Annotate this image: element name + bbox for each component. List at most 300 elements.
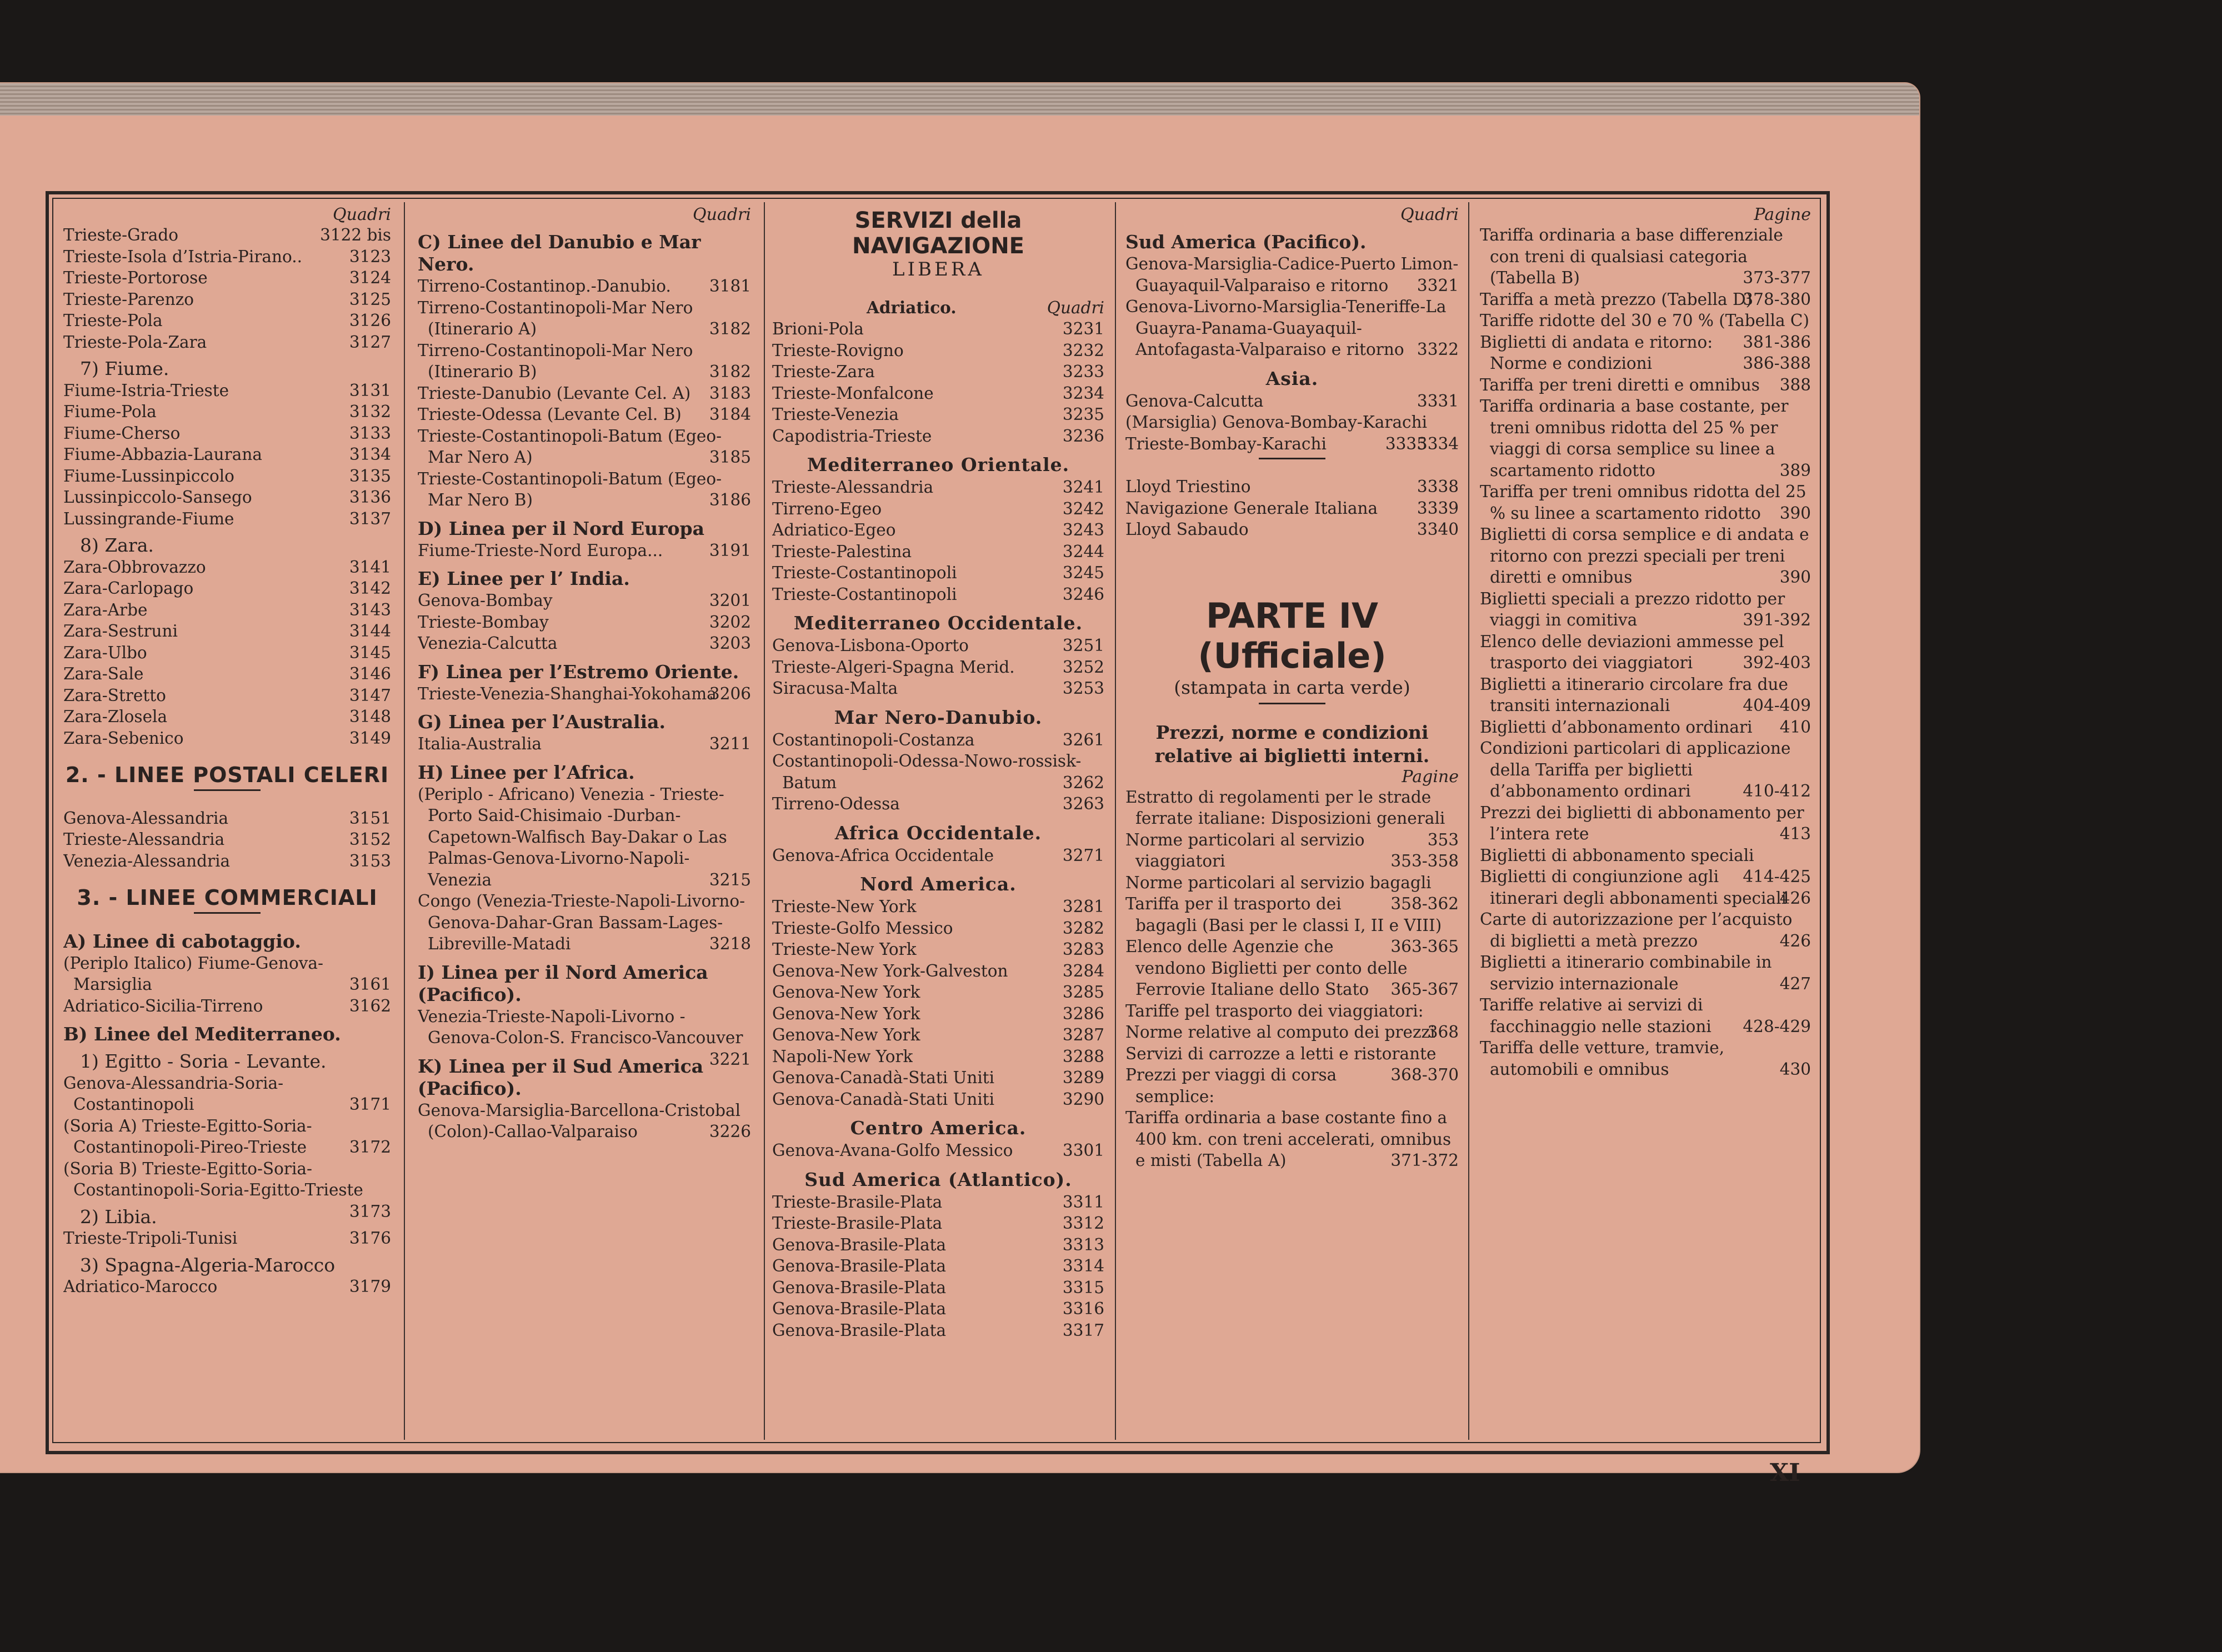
group-title: Nord America. (860, 873, 1017, 895)
group-title: Sud America (Pacifico). (1125, 231, 1367, 253)
list-item (772, 477, 1104, 498)
list-item (63, 728, 391, 749)
entry-number: 3246 (1062, 584, 1104, 604)
entry-label: Genova-Canadà-Stati Uniti (772, 1068, 995, 1087)
column-header: Quadri (333, 206, 391, 224)
list-item (772, 584, 1104, 605)
entry-number: 3151 (349, 808, 391, 828)
list-item (1480, 524, 1811, 588)
entry-label: Trieste-Algeri-Spagna Merid. (772, 657, 1015, 677)
entry-label: Biglietti di congiunzione agli itinerari degli abbonamenti speciali (1480, 867, 1786, 908)
entry-number: 414-425 (1743, 867, 1811, 886)
entry-label: Carte di autorizzazione per l’acquisto di biglietti a metà prezzo (1480, 910, 1793, 950)
list-item (1125, 433, 1427, 455)
list-item (63, 642, 391, 664)
entry-label: Biglietti a itinerario circolare fra due transiti internazionali (1480, 674, 1788, 715)
entry-number: 3152 (349, 830, 391, 849)
entry-label: Genova-Brasile-Plata (772, 1256, 947, 1275)
list-item (772, 541, 1104, 563)
entry-label: Trieste-Grado (63, 226, 178, 244)
list-item (772, 750, 1104, 793)
entry-number: 3122 bis (320, 226, 391, 244)
column-rule (404, 202, 405, 1440)
list-item (772, 383, 1104, 404)
list-item (63, 808, 391, 829)
group-header-row (772, 297, 1104, 319)
entry-number: 3127 (349, 332, 391, 352)
entry-number: 426 (1779, 931, 1811, 950)
entry-label: Fiume-Pola (63, 402, 157, 421)
entry-number: 3131 (349, 381, 391, 400)
entry-number: 3281 (1062, 897, 1104, 916)
entry-number: 3314 (1062, 1256, 1104, 1275)
entry-label: Trieste-Brasile-Plata (772, 1192, 943, 1212)
entry-number: 3124 (349, 268, 391, 287)
entry-number: 3316 (1062, 1299, 1104, 1318)
column-header: Pagine (1754, 206, 1811, 224)
column-3 (772, 206, 1104, 1439)
entry-number: 3312 (1062, 1214, 1104, 1233)
entry-label: Navigazione Generale Italiana (1125, 498, 1378, 518)
list-item (63, 1276, 391, 1298)
entry-number: 365-367 (1390, 980, 1459, 999)
group-title: A) Linee di cabotaggio. (63, 930, 301, 952)
entry-number: 3235 (1062, 405, 1104, 424)
entry-label: Prezzi per viaggi di corsa semplice: (1125, 1065, 1337, 1106)
list-item (63, 465, 391, 487)
group-title: E) Linee per l’ India. (418, 568, 630, 589)
subsection-title: 8) Zara. (80, 534, 154, 556)
entry-number: 3184 (709, 405, 751, 424)
list-item (772, 318, 1104, 340)
entry-label: Genova-Calcutta (1125, 391, 1264, 411)
list-item (1480, 289, 1811, 311)
entry-number: 353 (1427, 830, 1459, 849)
list-item (1125, 829, 1459, 872)
list-item (418, 1100, 751, 1143)
entry-label: Genova-Brasile-Plata (772, 1299, 947, 1318)
entry-number: 391-392 (1743, 610, 1811, 629)
entry-label: Tirreno-Egeo (772, 499, 882, 518)
entry-label: Genova-Bombay (418, 591, 553, 610)
list-item (1480, 1037, 1811, 1080)
entry-label: Biglietti a itinerario combinabile in servizio internazionale (1480, 953, 1772, 993)
entry-label: Condizioni particolari di applicazione della Tariffa per biglietti d’abbonamento ordinari (1480, 739, 1791, 800)
entry-label: Tariffa per treni diretti e omnibus (1480, 375, 1760, 394)
entry-label: Trieste-Monfalcone (772, 383, 934, 403)
group-title: Adriatico. (867, 297, 957, 317)
entry-number: 3132 (349, 402, 391, 421)
entry-label: Trieste-Bombay-Karachi (1125, 434, 1327, 453)
entry-number: 3236 (1062, 426, 1104, 445)
entry-number: 3253 (1062, 679, 1104, 698)
entry-label: Trieste-Isola d’Istria-Pirano.. (63, 247, 303, 266)
entry-label: Trieste-Costantinopoli (772, 584, 957, 604)
list-item (1480, 717, 1811, 738)
list-item (1480, 588, 1811, 631)
list-item (1480, 738, 1811, 802)
entry-label: Tariffe ridotte del 30 e 70 % (Tabella C) (1480, 311, 1809, 330)
entry-label: Norme particolari al servizio bagagli (1125, 873, 1432, 892)
entry-label: Tirreno-Costantinop.-Danubio. (418, 277, 671, 296)
entry-number: 3286 (1062, 1004, 1104, 1023)
entry-label: Trieste-Palestina (772, 542, 912, 561)
entry-label: Trieste-New York (772, 897, 917, 916)
entry-label: Zara-Ulbo (63, 643, 147, 662)
entry-number: 368-370 (1390, 1065, 1459, 1084)
entry-number: 3161 (349, 975, 391, 994)
entry-number: 404-409 (1743, 696, 1811, 715)
entry-label: Trieste-Costantinopoli-Batum (Egeo-Mar Nero A) (418, 426, 722, 467)
entry-label: Trieste-Parenzo (63, 289, 194, 309)
entry-label: Genova-Brasile-Plata (772, 1320, 947, 1340)
entry-label: (Marsiglia) Genova-Bombay-Karachi (1125, 413, 1427, 432)
list-item (772, 1003, 1104, 1025)
list-item (418, 890, 751, 955)
entry-label: Tirreno-Costantinopoli-Mar Nero (Itinerario B) (418, 341, 693, 381)
list-item (63, 380, 391, 402)
entry-number: 3271 (1062, 845, 1104, 865)
list-item (1480, 374, 1811, 396)
entry-label: Trieste-Portorose (63, 268, 208, 287)
entry-number: 426 (1779, 888, 1811, 908)
list-item (63, 289, 391, 311)
list-item (1480, 994, 1811, 1037)
entry-number: 3179 (349, 1277, 391, 1296)
entry-label: Estratto di regolamenti per le strade ferrate italiane: Disposizioni generali (1125, 787, 1445, 828)
entry-number: 410-412 (1743, 782, 1811, 800)
list-item (1125, 1043, 1459, 1084)
entry-label: Genova-Alessandria-Soria-Costantinopoli (63, 1073, 284, 1114)
list-item (418, 425, 751, 468)
list-item (772, 404, 1104, 425)
entry-label: (Soria A) Trieste-Egitto-Soria-Costantinopoli-Pireo-Trieste (63, 1116, 312, 1157)
list-item (772, 1140, 1104, 1162)
list-item (63, 224, 391, 246)
entry-number: 3137 (349, 509, 391, 528)
entry-number: 371-372 (1390, 1151, 1459, 1170)
list-item (772, 657, 1104, 678)
entry-label: Biglietti di corsa semplice e di andata e ritorno con prezzi speciali per treni diretti e omnibus (1480, 525, 1809, 587)
section-title: 2. - LINEE POSTALI CELERI (65, 763, 389, 787)
list-item (418, 784, 751, 891)
entry-number: 3301 (1062, 1141, 1104, 1160)
entry-number: 3244 (1062, 542, 1104, 561)
entry-label: Lloyd Sabaudo (1125, 520, 1249, 539)
entry-label: Biglietti di andata e ritorno: Norme e condizioni (1480, 332, 1713, 373)
entry-number: 3231 (1062, 319, 1104, 338)
entry-label: Siracusa-Malta (772, 679, 898, 698)
list-item (63, 267, 391, 289)
group-title: K) Linea per il Sud America (Pacifico). (418, 1055, 704, 1099)
entry-number: 3233 (1062, 362, 1104, 381)
entry-number: 3141 (349, 557, 391, 577)
entry-label: Genova-Livorno-Marsiglia-Teneriffe-La Guayra-Panama-Guayaquil-Antofagasta-Valparaiso e ritorno (1125, 297, 1447, 359)
entry-number: 3261 (1062, 730, 1104, 749)
list-item (418, 683, 751, 705)
entry-label: Genova-Alessandria (63, 808, 229, 828)
entry-number: 3251 (1062, 636, 1104, 655)
list-item (772, 793, 1104, 815)
entry-label: Prezzi dei biglietti di abbonamento per l’intera rete (1480, 803, 1804, 843)
section-subtitle: LIBERA (892, 258, 984, 281)
entry-number: 3173 (349, 1202, 391, 1221)
entry-number: 3290 (1062, 1089, 1104, 1109)
list-item (772, 1234, 1104, 1256)
list-item (63, 685, 391, 707)
entry-label: Trieste-Zara (772, 362, 875, 381)
entry-label: Lussingrande-Fiume (63, 509, 234, 528)
entry-number: 3232 (1062, 341, 1104, 360)
list-item (1480, 631, 1811, 674)
entry-label: Genova-Marsiglia-Barcellona-Cristobal (Colon)-Callao-Valparaiso (418, 1100, 741, 1141)
entry-label: Trieste-Venezia (772, 405, 899, 424)
entry-label: Genova-Marsiglia-Cadice-Puerto Limon-Guayaquil-Valparaiso e ritorno (1125, 254, 1459, 295)
entry-label: Norme particolari al servizio viaggiatori (1125, 830, 1365, 870)
entry-number: 3206 (709, 684, 751, 703)
entry-label: Genova-Africa Occidentale (772, 845, 994, 865)
entry-number: 3241 (1062, 478, 1104, 497)
column-header: Pagine (1402, 767, 1459, 787)
list-item (1125, 296, 1459, 361)
entry-number: 3340 (1417, 520, 1459, 539)
entry-label: Genova-New York-Galveston (772, 961, 1008, 980)
entry-label: Tariffe relative ai servizi di facchinaggio nelle stazioni (1480, 995, 1711, 1036)
subsection-title: 7) Fiume. (80, 358, 169, 379)
list-item (1125, 1000, 1459, 1022)
list-item (418, 1006, 751, 1069)
list-item (63, 310, 391, 332)
entry-label: Trieste-Golfo Messico (772, 918, 953, 938)
column-1 (63, 206, 391, 1439)
entry-number: 3133 (349, 423, 391, 443)
list-item (772, 918, 1104, 939)
entry-number: 368 (1427, 1023, 1459, 1042)
list-item (772, 1024, 1104, 1046)
section-title: 3. - LINEE COMMERCIALI (77, 885, 378, 910)
list-item (63, 332, 391, 353)
list-item (1480, 845, 1811, 886)
entry-label: Tirreno-Costantinopoli-Mar Nero (Itinerario A) (418, 298, 693, 338)
list-item (1125, 498, 1459, 519)
entry-number: 413 (1779, 824, 1811, 843)
entry-label: Napoli-New York (772, 1047, 913, 1066)
subsection-title: 2) Libia. (80, 1205, 157, 1228)
group-title: D) Linea per il Nord Europa (418, 517, 704, 539)
list-item (772, 729, 1104, 751)
list-item (1480, 802, 1811, 845)
entry-number: 3243 (1062, 520, 1104, 539)
list-item (418, 340, 751, 383)
group-title: Sud America (Atlantico). (804, 1168, 1072, 1190)
group-title: I) Linea per il Nord America (Pacifico). (418, 961, 708, 1005)
entry-label: Venezia-Calcutta (418, 634, 558, 653)
entry-label: Zara-Zlosela (63, 707, 168, 726)
list-item (418, 612, 751, 633)
entry-number: 3317 (1062, 1320, 1104, 1340)
list-item (1125, 253, 1459, 296)
list-item (772, 896, 1104, 918)
entry-label: Italia-Australia (418, 734, 542, 753)
entry-number: 3202 (709, 612, 751, 632)
group-title: H) Linee per l’Africa. (418, 761, 635, 783)
entry-label: Fiume-Lussinpiccolo (63, 466, 234, 485)
entry-number: 3162 (349, 996, 391, 1015)
entry-number: 430 (1779, 1059, 1811, 1079)
entry-label: Trieste-Odessa (Levante Cel. B) (418, 405, 682, 424)
list-item (1125, 476, 1459, 498)
entry-label: Zara-Obbrovazzo (63, 557, 206, 577)
entry-number: 3339 (1417, 498, 1459, 518)
entry-label: (Periplo Italico) Fiume-Genova-Marsiglia (63, 953, 323, 994)
list-item (63, 423, 391, 444)
entry-label: Tariffe pel trasporto dei viaggiatori: (1125, 1001, 1424, 1020)
group-title: Asia. (1265, 367, 1319, 389)
entry-label: Genova-New York (772, 1025, 920, 1044)
entry-number: 3181 (709, 277, 751, 296)
list-item (418, 590, 751, 612)
entry-label: Trieste-Bombay (418, 612, 549, 632)
entry-number: 3186 (709, 490, 751, 509)
list-item (772, 1255, 1104, 1277)
entry-label: Lloyd Triestino (1125, 477, 1251, 496)
entry-label: Brioni-Pola (772, 319, 864, 338)
list-item (63, 850, 391, 872)
group-title: Mediterraneo Orientale. (807, 454, 1070, 475)
entry-number: 3185 (709, 448, 751, 467)
entry-number: 3335 (1385, 434, 1427, 453)
entry-number: 3288 (1062, 1047, 1104, 1066)
entry-label: Servizi di carrozze a letti e ristorante (1125, 1044, 1437, 1063)
list-item (772, 340, 1104, 362)
list-item (772, 1089, 1104, 1110)
entry-number: 3245 (1062, 563, 1104, 582)
entry-label: Genova-Brasile-Plata (772, 1278, 947, 1297)
list-item (772, 678, 1104, 699)
entry-label: Genova-Canadà-Stati Uniti (772, 1089, 995, 1109)
list-item (772, 562, 1104, 584)
column-4 (1125, 206, 1459, 1439)
entry-number: 3338 (1417, 477, 1459, 496)
list-item (772, 498, 1104, 520)
entry-number: 390 (1779, 568, 1811, 587)
entry-label: Zara-Sebenico (63, 728, 184, 748)
column-5 (1480, 206, 1811, 1439)
list-item (63, 829, 391, 850)
entry-number: 3284 (1062, 961, 1104, 980)
entry-number: 3153 (349, 851, 391, 870)
list-item (63, 953, 391, 995)
list-item (772, 361, 1104, 383)
list-item (1125, 787, 1459, 849)
entry-label: Trieste-Rovigno (772, 341, 904, 360)
list-item (63, 487, 391, 508)
part-title: PARTE IV (Ufficiale) (1198, 595, 1387, 676)
list-item (1480, 396, 1811, 481)
list-item (772, 1192, 1104, 1213)
entry-label: Trieste-Tripoli-Tunisi (63, 1229, 238, 1248)
entry-number: 3315 (1062, 1278, 1104, 1297)
entry-number: 389 (1779, 460, 1811, 480)
list-item (418, 276, 751, 297)
entry-number: 3176 (349, 1229, 391, 1248)
entry-number: 3191 (709, 540, 751, 560)
list-item (772, 1067, 1104, 1089)
entry-label: Zara-Sestruni (63, 622, 178, 640)
list-item (772, 1298, 1104, 1320)
entry-number: 3283 (1062, 940, 1104, 959)
entry-number: 3147 (349, 685, 391, 705)
list-item (63, 599, 391, 621)
entry-label: Tariffa ordinaria a base costante, per treni omnibus ridotta del 25 % per viaggi di corsa semplice su linee a scartamento ridotto (1480, 397, 1789, 480)
group-title: Mar Nero-Danubio. (834, 706, 1043, 728)
list-item (63, 401, 391, 423)
subsection-title: 1) Egitto - Soria - Levante. (80, 1050, 327, 1072)
entry-number: 428-429 (1743, 1017, 1811, 1036)
entry-label: Capodistria-Trieste (772, 426, 932, 445)
entry-number: 3282 (1062, 918, 1104, 938)
entry-number: 3215 (709, 870, 751, 889)
entry-number: 427 (1779, 974, 1811, 993)
list-item (1125, 1107, 1459, 1172)
entry-label: Genova-Avana-Golfo Messico (772, 1141, 1013, 1160)
entry-label: Costantinopoli-Odessa-Nowo-rossisk-Batum (772, 752, 1082, 792)
entry-label: (Periplo - Africano) Venezia - Trieste-Porto Said-Chisimaio -Durban-Capetown-Walfisch Bay-Dakar o Las Palmas-Genova-Livorno-Napoli-Venezia (418, 784, 727, 889)
list-item (1480, 224, 1811, 289)
group-title: G) Linea per l’Australia. (418, 711, 665, 733)
entry-label: Trieste-New York (772, 940, 917, 959)
list-item (63, 444, 391, 465)
list-item (1480, 909, 1811, 952)
entry-number: 3221 (709, 1049, 751, 1069)
list-item (63, 1073, 391, 1115)
entry-number: 3262 (1062, 773, 1104, 792)
entry-number: 3263 (1062, 794, 1104, 813)
entry-label: Fiume-Trieste-Nord Europa... (418, 540, 663, 560)
list-item (418, 733, 751, 755)
divider (194, 789, 261, 791)
entry-label: Norme relative al computo dei prezzi (1125, 1023, 1435, 1042)
divider (194, 912, 261, 914)
list-item (772, 960, 1104, 982)
divider (1259, 703, 1325, 704)
entry-number: 3201 (709, 591, 751, 610)
entry-label: Genova-Brasile-Plata (772, 1235, 947, 1254)
list-item (418, 540, 751, 562)
page-edge (0, 83, 1919, 116)
entry-label: Zara-Arbe (63, 600, 148, 619)
entry-label: Trieste-Venezia-Shanghai-Yokohama (418, 684, 717, 703)
entry-label: Congo (Venezia-Trieste-Napoli-Livorno-Genova-Dahar-Gran Bassam-Lages-Libreville-Matadi (418, 892, 745, 953)
entry-label: Zara-Sale (63, 664, 144, 683)
entry-number: 3321 (1417, 276, 1459, 295)
entry-label: Elenco delle deviazioni ammesse pel trasporto dei viaggiatori (1480, 632, 1784, 672)
list-item (772, 1046, 1104, 1068)
entry-number: 3144 (349, 622, 391, 640)
list-item (418, 468, 751, 511)
entry-number: 3126 (349, 311, 391, 330)
list-item (1125, 1022, 1459, 1043)
entry-number: 410 (1779, 717, 1811, 737)
list-item (772, 939, 1104, 960)
entry-number: 3287 (1062, 1025, 1104, 1044)
list-item (772, 1320, 1104, 1341)
entry-number: 373-377 (1743, 268, 1811, 287)
entry-number: 358-362 (1390, 894, 1459, 913)
entry-number: 3172 (349, 1138, 391, 1157)
list-item (772, 1277, 1104, 1299)
entry-label: Tariffa a metà prezzo (Tabella D) (1480, 289, 1753, 309)
